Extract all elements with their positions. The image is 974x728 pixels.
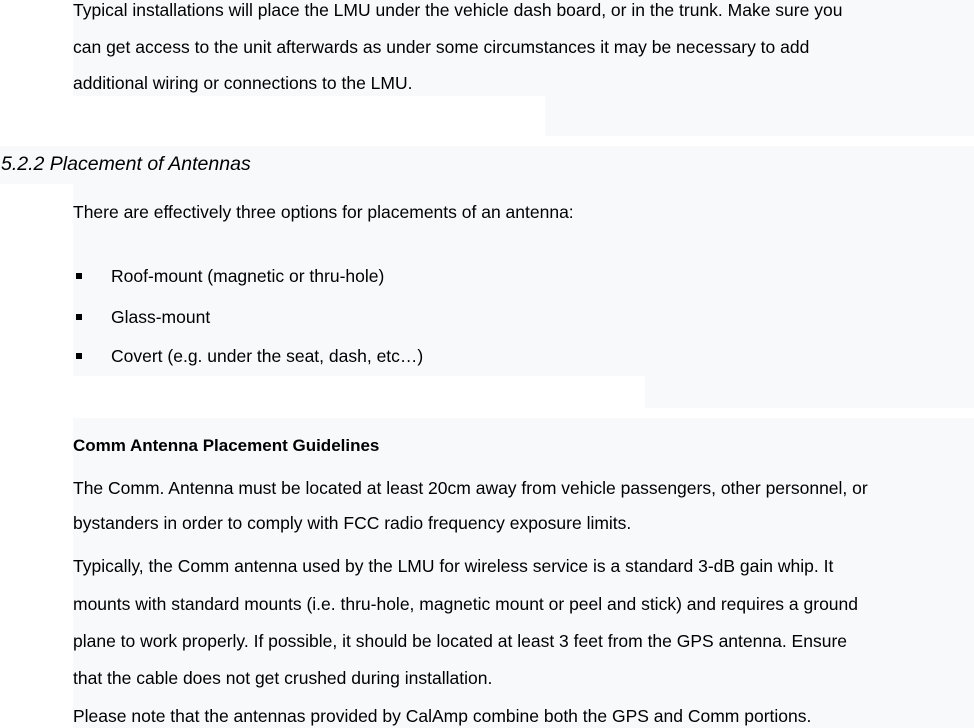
- square-bullet-icon: [76, 314, 82, 320]
- paragraph-line: that the cable does not get crushed during installation.: [73, 668, 493, 688]
- intro-line: additional wiring or connections to the LMU.: [73, 73, 413, 93]
- background-band: [545, 96, 974, 136]
- list-item-text: Covert (e.g. under the seat, dash, etc…): [111, 346, 424, 366]
- square-bullet-icon: [76, 353, 82, 359]
- intro-line: can get access to the unit afterwards as under some circumstances it may be necessary to add: [73, 37, 810, 57]
- background-band: [645, 376, 974, 408]
- list-item-text: Roof-mount (magnetic or thru-hole): [111, 266, 385, 286]
- paragraph-line: plane to work properly. If possible, it should be located at least 3 feet from the GPS antenna. Ensure: [73, 631, 848, 651]
- list-item-text: Glass-mount: [111, 307, 211, 327]
- paragraph-line: mounts with standard mounts (i.e. thru-hole, magnetic mount or peel and stick) and requires a ground: [73, 594, 858, 614]
- paragraph-line: Typically, the Comm antenna used by the LMU for wireless service is a standard 3-dB gain whip. It: [73, 556, 834, 576]
- intro-line: Typical installations will place the LMU under the vehicle dash board, or in the trunk. Make sure you: [73, 0, 843, 20]
- options-intro-text: There are effectively three options for placements of an antenna:: [73, 202, 574, 222]
- paragraph-line: The Comm. Antenna must be located at least 20cm away from vehicle passengers, other personnel, or: [73, 478, 868, 498]
- section-heading: 5.2.2 Placement of Antennas: [1, 153, 251, 175]
- comm-guidelines-heading: Comm Antenna Placement Guidelines: [73, 436, 380, 455]
- square-bullet-icon: [76, 273, 82, 279]
- paragraph-line: bystanders in order to comply with FCC radio frequency exposure limits.: [73, 513, 632, 533]
- paragraph-line: Please note that the antennas provided by CalAmp combine both the GPS and Comm portions.: [73, 706, 812, 726]
